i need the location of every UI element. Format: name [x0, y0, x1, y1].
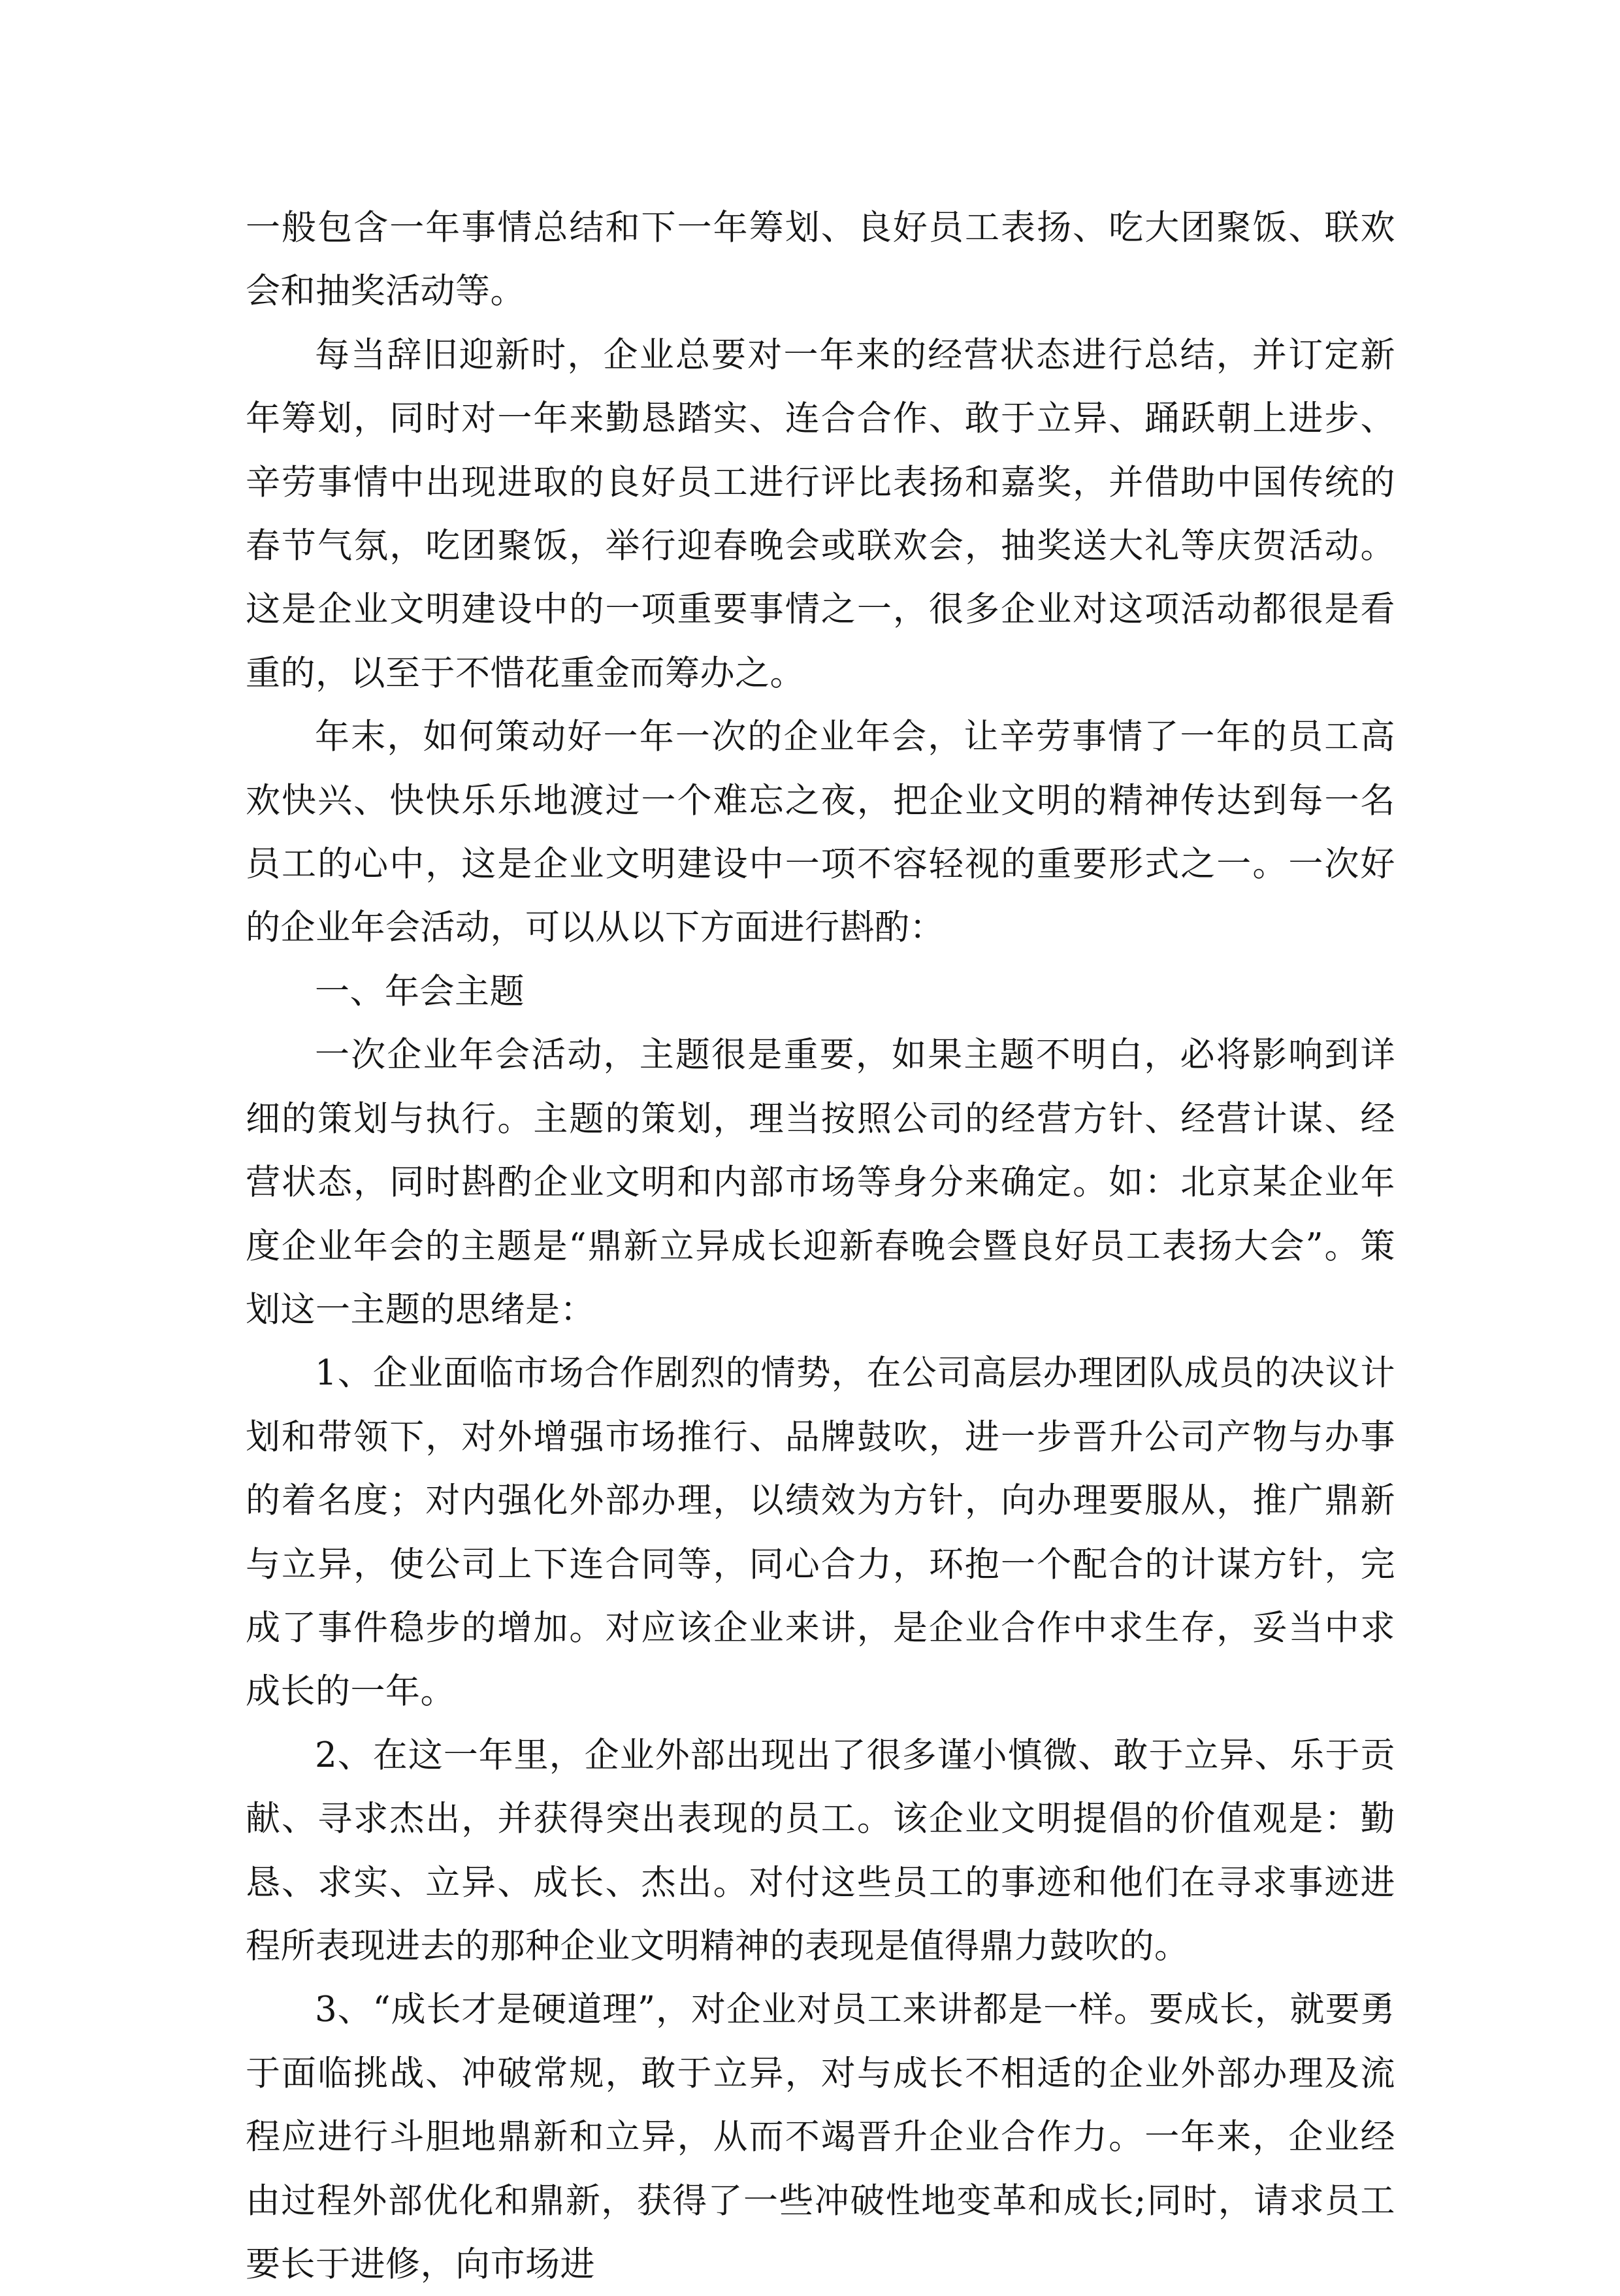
paragraph: 年末，如何策动好一年一次的企业年会，让辛劳事情了一年的员工高欢快兴、快快乐乐地渡过一个难忘之夜，把企业文明的精神传达到每一名员工的心中，这是企业文明建设中一项不容轻视的重要形式之一。一次好的企业年会活动，可以从以下方面进行斟酌：: [246, 717, 1395, 948]
list-item: 2、在这一年里，企业外部出现出了很多谨小慎微、敢于立异、乐于贡献、寻求杰出，并获得突出表现的员工。该企业文明提倡的价值观是：勤恳、求实、立异、成长、杰出。对付这些员工的事迹和他们在寻求事迹进程所表现进去的那种企业文明精神的表现是值得鼎力鼓吹的。: [246, 1735, 1395, 1966]
body-text: [246, 196, 1395, 2296]
paragraph: 一次企业年会活动，主题很是重要，如果主题不明白，必将影响到详细的策划与执行。主题的策划，理当按照公司的经营方针、经营计谋、经营状态，同时斟酌企业文明和内部市场等身分来确定。如：北京某企业年度企业年会的主题是“鼎新立异成长迎新春晚会暨良好员工表扬大会”。策划这一主题的思绪是：: [246, 1035, 1395, 1330]
paragraph: 每当辞旧迎新时，企业总要对一年来的经营状态进行总结，并订定新年筹划，同时对一年来勤恳踏实、连合合作、敢于立异、踊跃朝上进步、辛劳事情中出现进取的良好员工进行评比表扬和嘉奖，并借助中国传统的春节气氛，吃团聚饭，举行迎春晚会或联欢会，抽奖送大礼等庆贺活动。这是企业文明建设中的一项重要事情之一，很多企业对这项活动都很是看重的，以至于不惜花重金而筹办之。: [246, 335, 1395, 693]
list-item: 1、企业面临市场合作剧烈的情势，在公司高层办理团队成员的决议计划和带领下，对外增强市场推行、品牌鼓吹，进一步晋升公司产物与办事的着名度；对内强化外部办理，以绩效为方针，向办理要服从，推广鼎新与立异，使公司上下连合同等，同心合力，环抱一个配合的计谋方针，完成了事件稳步的增加。对应该企业来讲，是企业合作中求生存，妥当中求成长的一年。: [246, 1353, 1395, 1712]
paragraph: 一般包含一年事情总结和下一年筹划、良好员工表扬、吃大团聚饭、联欢会和抽奖活动等。: [246, 208, 1395, 312]
list-item: 3、“成长才是硬道理”，对企业对员工来讲都是一样。要成长，就要勇于面临挑战、冲破常规，敢于立异，对与成长不相适的企业外部办理及流程应进行斗胆地鼎新和立异，从而不竭晋升企业合作力。一年来，企业经由过程外部优化和鼎新，获得了一些冲破性地变革和成长;同时，请求员工要长于进修，向市场进: [246, 1990, 1395, 2284]
section-heading: 一、年会主题: [315, 971, 525, 1011]
